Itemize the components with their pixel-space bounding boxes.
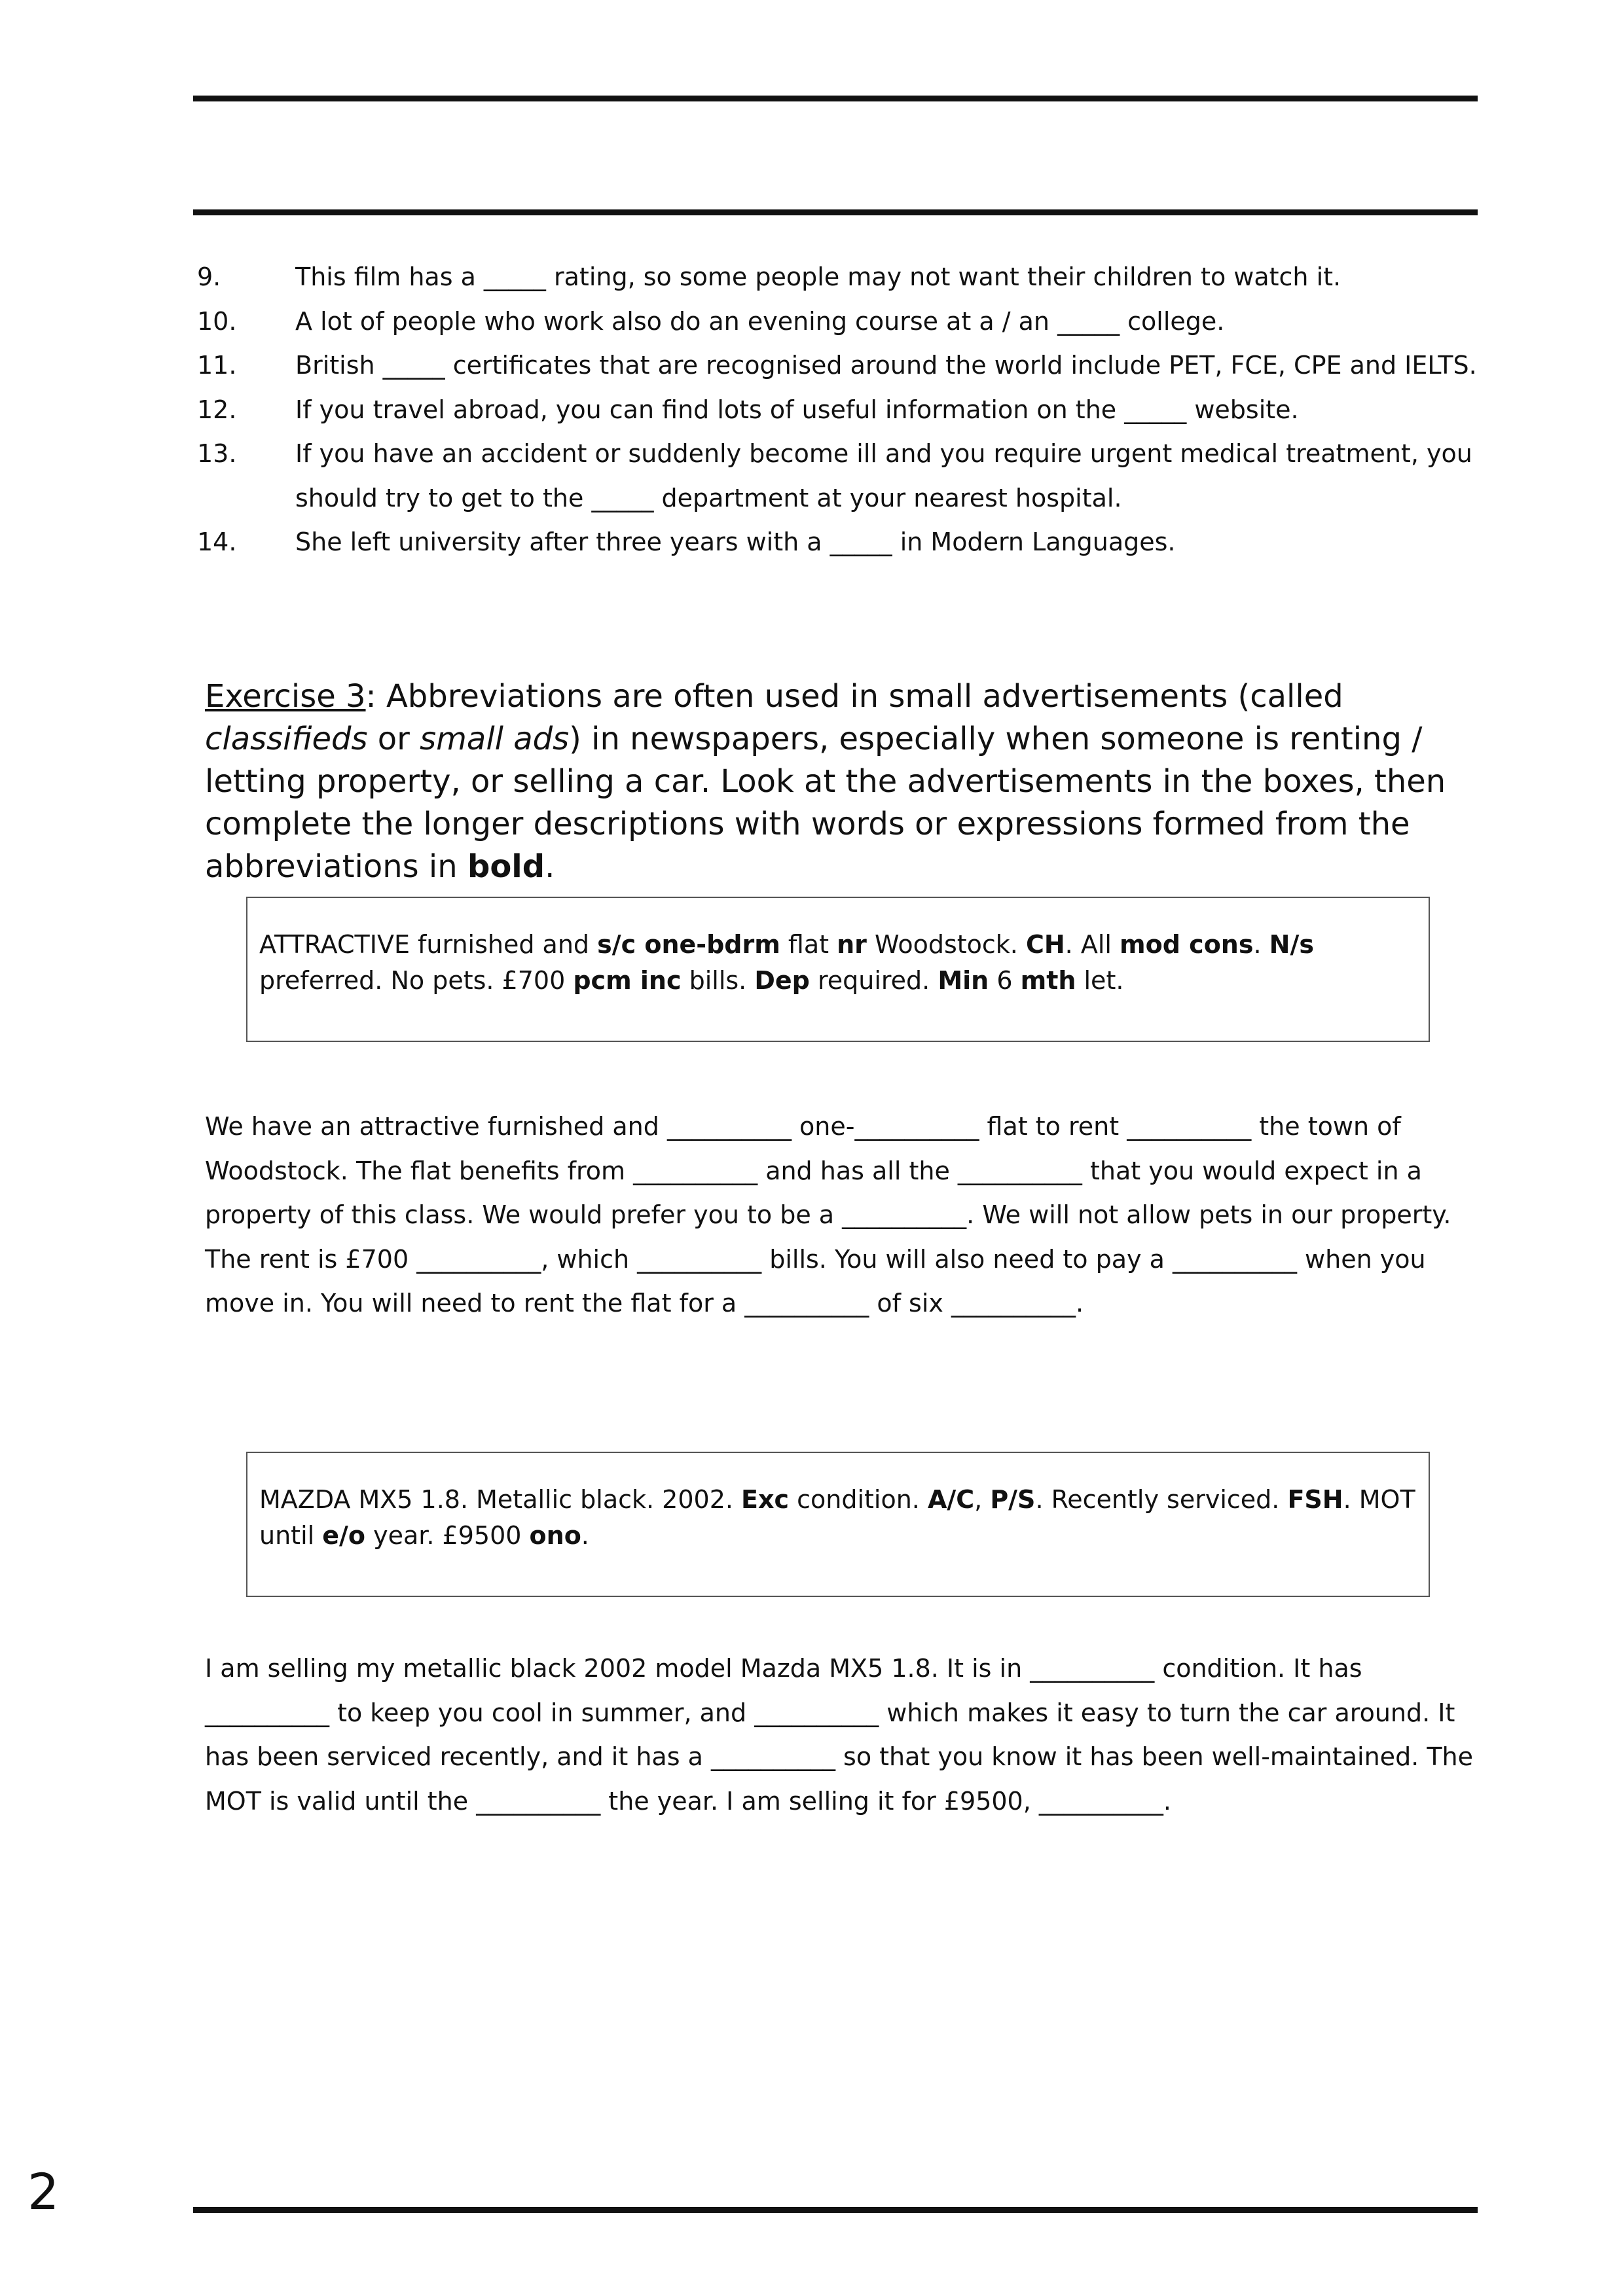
header-rule-top bbox=[193, 96, 1478, 101]
question-item bbox=[197, 255, 1480, 300]
ad-abbreviation: N/s bbox=[1269, 930, 1314, 959]
question-number: 10. bbox=[197, 306, 237, 336]
ad-abbreviation: Exc bbox=[741, 1485, 790, 1514]
exercise-text: : Abbreviations are often used in small advertisements (called bbox=[365, 678, 1343, 715]
ad-text: condition. bbox=[789, 1485, 928, 1514]
question-item bbox=[197, 300, 1480, 344]
ad-abbreviation: FSH bbox=[1287, 1485, 1343, 1514]
ad-abbreviation: pcm inc bbox=[573, 966, 682, 995]
exercise-term: classifieds bbox=[205, 721, 368, 757]
question-text: British _____ certificates that are recognised around the world include PET, FCE, CPE and IELTS. bbox=[295, 351, 1477, 380]
car-advertisement-box bbox=[246, 1452, 1430, 1597]
ad-text: ATTRACTIVE furnished and bbox=[259, 930, 598, 959]
question-item bbox=[197, 520, 1480, 565]
ad-text: preferred. No pets. £700 bbox=[259, 966, 574, 995]
question-text: If you travel abroad, you can find lots of useful information on the _____ website. bbox=[295, 395, 1299, 424]
question-item bbox=[197, 344, 1480, 388]
page-number: 2 bbox=[27, 2162, 60, 2221]
ad-text: year. £9500 bbox=[365, 1521, 530, 1550]
ad-text: . bbox=[1253, 930, 1269, 959]
ad-abbreviation: Min bbox=[938, 966, 989, 995]
ad-abbreviation: P/S bbox=[990, 1485, 1036, 1514]
flat-description-paragraph: We have an attractive furnished and __________ one-__________ flat to rent __________ the town of Woodstock. The flat benefits from __________ and has all the __________ that you would expect in a property of this class. We would prefer you to be a __________. We will not allow pets in our property. The rent is £700 __________, which __________ bills. You will also need to pay a __________ when you move in. You will need to rent the flat for a __________ of six __________. bbox=[205, 1112, 1451, 1318]
ad-abbreviation: nr bbox=[837, 930, 867, 959]
question-item bbox=[197, 432, 1480, 520]
ad-text: . bbox=[581, 1521, 589, 1550]
question-text: She left university after three years with a _____ in Modern Languages. bbox=[295, 528, 1176, 556]
ad-text: flat bbox=[780, 930, 837, 959]
question-text: This film has a _____ rating, so some people may not want their children to watch it. bbox=[295, 262, 1341, 291]
question-number: 11. bbox=[197, 351, 237, 380]
flat-advertisement-box bbox=[246, 897, 1430, 1042]
ad-abbreviation: A/C bbox=[927, 1485, 975, 1514]
exercise-text: ) in newspapers, especially when someone is renting / letting property, or selling a car. Look at the advertisements in the boxes, then complete the longer descriptions with words or expressions formed from the abbreviations in bbox=[205, 721, 1446, 885]
question-list bbox=[197, 255, 1480, 565]
ad-text: MAZDA MX5 1.8. Metallic black. 2002. bbox=[259, 1485, 742, 1514]
ad-abbreviation: Dep bbox=[754, 966, 810, 995]
ad-abbreviation: s/c one-bdrm bbox=[597, 930, 780, 959]
exercise-emphasis: bold bbox=[467, 848, 545, 885]
question-item bbox=[197, 388, 1480, 433]
question-number: 13. bbox=[197, 439, 237, 468]
exercise-label: Exercise 3 bbox=[205, 678, 366, 715]
exercise-term: small ads bbox=[420, 721, 570, 757]
exercise-text: . bbox=[545, 848, 555, 885]
header-rule-bottom bbox=[193, 209, 1478, 215]
car-description-paragraph: I am selling my metallic black 2002 model Mazda MX5 1.8. It is in __________ condition. It has __________ to keep you cool in summer, and __________ which makes it easy to turn the car around. It has been serviced recently, and it has a __________ so that you know it has been well-maintained. The MOT is valid until the __________ the year. I am selling it for £9500, __________. bbox=[205, 1654, 1474, 1816]
ad-abbreviation: CH bbox=[1025, 930, 1065, 959]
ad-text: , bbox=[974, 1485, 991, 1514]
ad-abbreviation: ono bbox=[529, 1521, 581, 1550]
ad-text: . All bbox=[1065, 930, 1120, 959]
ad-text: let. bbox=[1076, 966, 1124, 995]
ad-text: 6 bbox=[989, 966, 1021, 995]
exercise-text: or bbox=[367, 721, 420, 757]
ad-text: required. bbox=[809, 966, 938, 995]
ad-text: . Recently serviced. bbox=[1035, 1485, 1288, 1514]
ad-abbreviation: mth bbox=[1020, 966, 1076, 995]
question-number: 9. bbox=[197, 262, 221, 291]
question-number: 12. bbox=[197, 395, 237, 424]
exercise-instructions bbox=[205, 675, 1482, 888]
question-text: A lot of people who work also do an evening course at a / an _____ college. bbox=[295, 306, 1225, 336]
ad-abbreviation: e/o bbox=[322, 1521, 366, 1550]
question-number: 14. bbox=[197, 528, 237, 556]
ad-abbreviation: mod cons bbox=[1120, 930, 1254, 959]
ad-text: . MOT until bbox=[259, 1485, 1415, 1550]
ad-text: Woodstock. bbox=[866, 930, 1026, 959]
ad-text: bills. bbox=[681, 966, 755, 995]
footer-rule bbox=[193, 2207, 1478, 2213]
question-text: If you have an accident or suddenly become ill and you require urgent medical treatment, you should try to get to the _____ department at your nearest hospital. bbox=[295, 439, 1472, 512]
